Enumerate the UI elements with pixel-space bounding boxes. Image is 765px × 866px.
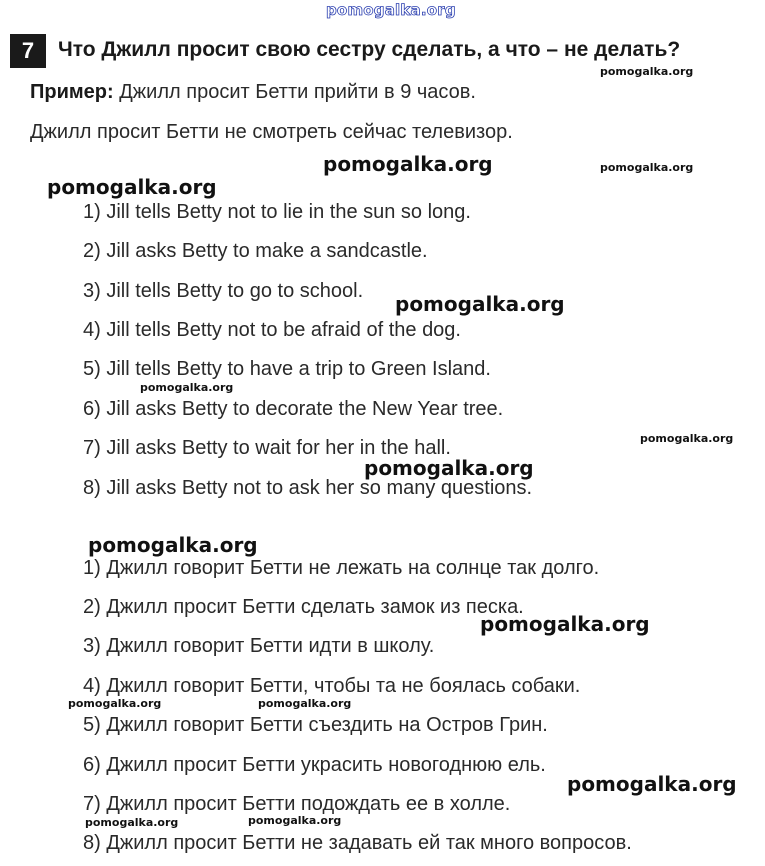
english-item-2: 2) Jill asks Betty to make a sandcastle.: [83, 240, 428, 262]
english-item-5: 5) Jill tells Betty to have a trip to Green Island.: [83, 358, 491, 380]
english-item-8: 8) Jill asks Betty not to ask her so many questions.: [83, 477, 533, 499]
watermark: pomogalka.org: [68, 697, 162, 710]
russian-item-6: 6) Джилл просит Бетти украсить новогоднюю ель.: [83, 754, 546, 776]
watermark: pomogalka.org: [88, 533, 258, 557]
russian-item-4: 4) Джилл говорит Бетти, чтобы та не боялась собаки.: [83, 675, 581, 697]
example-second-line: Джилл просит Бетти не смотреть сейчас телевизор.: [30, 121, 513, 143]
watermark: pomogalka.org: [323, 152, 493, 176]
example-text: Джилл просит Бетти прийти в 9 часов.: [113, 81, 476, 103]
russian-item-2: 2) Джилл просит Бетти сделать замок из песка.: [83, 596, 524, 618]
watermark: pomogalka.org: [258, 697, 352, 710]
watermark: pomogalka.org: [140, 381, 234, 394]
russian-item-3: 3) Джилл говорит Бетти идти в школу.: [83, 635, 435, 657]
watermark: pomogalka.org: [47, 175, 217, 199]
russian-item-5: 5) Джилл говорит Бетти съездить на Остров Грин.: [83, 714, 548, 736]
watermark: pomogalka.org: [248, 814, 342, 827]
russian-item-7: 7) Джилл просит Бетти подождать ее в холле.: [83, 793, 511, 815]
english-item-1: 1) Jill tells Betty not to lie in the sun so long.: [83, 201, 471, 223]
english-item-7: 7) Jill asks Betty to wait for her in the hall.: [83, 437, 451, 459]
english-item-3: 3) Jill tells Betty to go to school.: [83, 280, 364, 302]
english-item-6: 6) Jill asks Betty to decorate the New Year tree.: [83, 398, 504, 420]
example-label: Пример:: [30, 81, 114, 103]
watermark: pomogalka.org: [567, 772, 737, 796]
task-number-badge: 7: [10, 34, 46, 68]
watermark: pomogalka.org: [364, 456, 534, 480]
watermark-header: pomogalka.org: [326, 1, 456, 19]
watermark: pomogalka.org: [85, 816, 179, 829]
watermark: pomogalka.org: [395, 292, 565, 316]
english-item-4: 4) Jill tells Betty not to be afraid of the dog.: [83, 319, 461, 341]
russian-item-1: 1) Джилл говорит Бетти не лежать на солнце так долго.: [83, 557, 600, 579]
task-title: Что Джилл просит свою сестру сделать, а что – не делать?: [58, 38, 681, 61]
example-line: [30, 80, 476, 104]
russian-item-8: 8) Джилл просит Бетти не задавать ей так много вопросов.: [83, 832, 632, 854]
watermark: pomogalka.org: [480, 612, 650, 636]
watermark: pomogalka.org: [640, 432, 734, 445]
watermark: pomogalka.org: [600, 65, 694, 78]
watermark: pomogalka.org: [600, 161, 694, 174]
